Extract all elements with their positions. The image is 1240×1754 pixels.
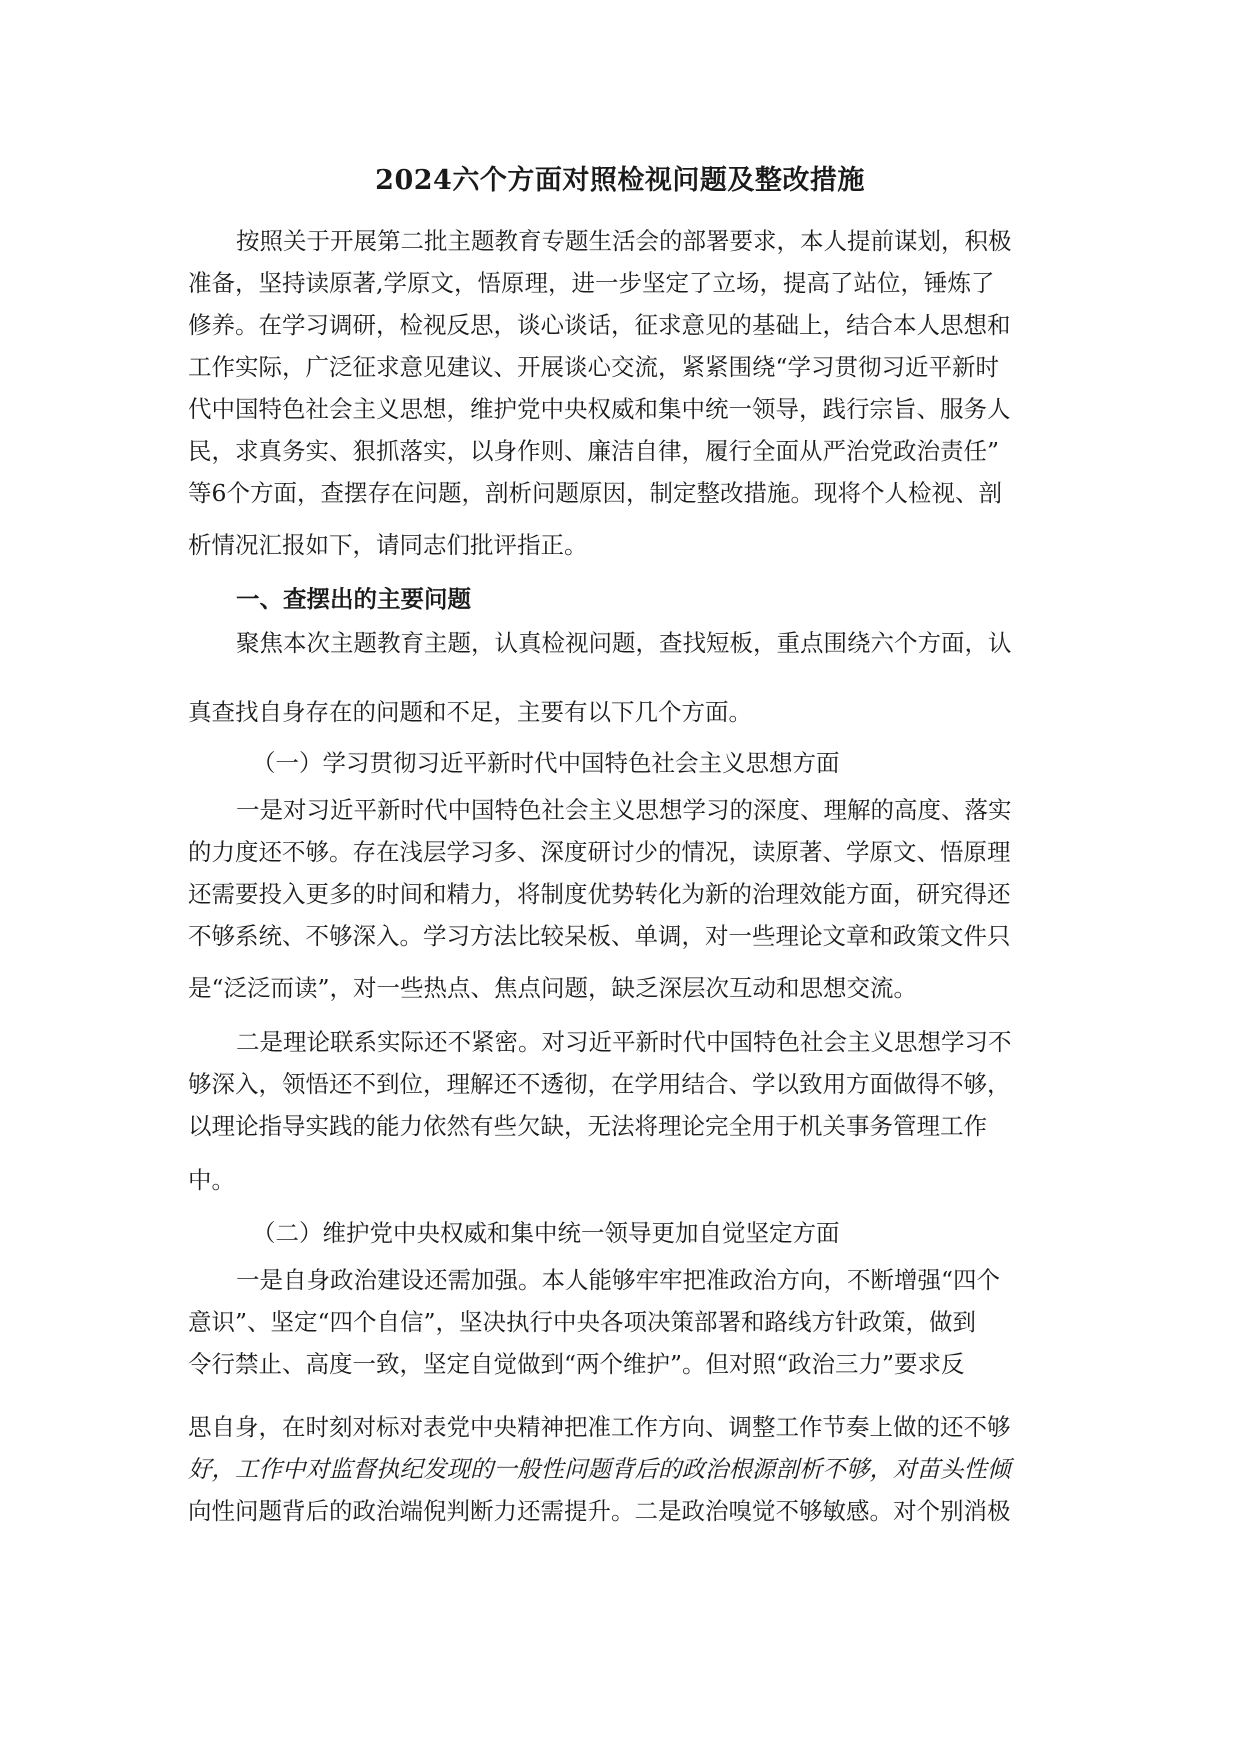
section-intro-line: 聚焦本次主题教育主题，认真检视问题，查找短板，重点围绕六个方面，认 bbox=[236, 629, 1012, 657]
intro-line: 等6个方面，查摆存在问题，剖析问题原因，制定整改措施。现将个人检视、剖 bbox=[188, 479, 1002, 507]
body-line: 意识”、坚定“四个自信”，坚决执行中央各项决策部署和路线方针政策，做到 bbox=[188, 1308, 977, 1336]
intro-line: 准备，坚持读原著,学原文，悟原理，进一步坚定了立场，提高了站位，锤炼了 bbox=[188, 269, 995, 297]
body-line: 是“泛泛而读”，对一些热点、焦点问题，缺乏深层次互动和思想交流。 bbox=[188, 974, 918, 1002]
section-heading: 一、查摆出的主要问题 bbox=[236, 585, 471, 613]
body-line: 二是理论联系实际还不紧密。对习近平新时代中国特色社会主义思想学习不 bbox=[236, 1028, 1012, 1056]
body-line: 一是对习近平新时代中国特色社会主义思想学习的深度、理解的高度、落实 bbox=[236, 796, 1012, 824]
section-intro-line: 真查找自身存在的问题和不足，主要有以下几个方面。 bbox=[188, 698, 752, 726]
subsection-heading: （一）学习贯彻习近平新时代中国特色社会主义思想方面 bbox=[252, 749, 840, 777]
subsection-heading: （二）维护党中央权威和集中统一领导更加自觉坚定方面 bbox=[252, 1219, 840, 1247]
intro-line: 修养。在学习调研，检视反思，谈心谈话，征求意见的基础上，结合本人思想和 bbox=[188, 311, 1011, 339]
body-line: 还需要投入更多的时间和精力，将制度优势转化为新的治理效能方面，研究得还 bbox=[188, 880, 1011, 908]
body-line: 一是自身政治建设还需加强。本人能够牢牢把准政治方向，不断增强“四个 bbox=[236, 1266, 1001, 1294]
intro-line: 析情况汇报如下，请同志们批评指正。 bbox=[188, 531, 588, 559]
intro-line: 工作实际，广泛征求意见建议、开展谈心交流，紧紧围绕“学习贯彻习近平新时 bbox=[188, 353, 1000, 381]
intro-line: 按照关于开展第二批主题教育专题生活会的部署要求，本人提前谋划，积极 bbox=[236, 227, 1012, 255]
body-line: 中。 bbox=[188, 1166, 235, 1194]
body-line: 以理论指导实践的能力依然有些欠缺，无法将理论完全用于机关事务管理工作 bbox=[188, 1112, 987, 1140]
body-line: 够深入，领悟还不到位，理解还不透彻，在学用结合、学以致用方面做得不够， bbox=[188, 1070, 1011, 1098]
document-title: 2024六个方面对照检视问题及整改措施 bbox=[375, 165, 865, 196]
intro-line: 民，求真务实、狠抓落实，以身作则、廉洁自律，履行全面从严治党政治责任” bbox=[188, 437, 1000, 465]
body-line: 令行禁止、高度一致，坚定自觉做到“两个维护”。但对照“政治三力”要求反 bbox=[188, 1350, 965, 1378]
body-line: 的力度还不够。存在浅层学习多、深度研讨少的情况，读原著、学原文、悟原理 bbox=[188, 838, 1011, 866]
body-line: 好，工作中对监督执纪发现的一般性问题背后的政治根源剖析不够，对苗头性倾 bbox=[188, 1455, 1011, 1483]
intro-line: 代中国特色社会主义思想，维护党中央权威和集中统一领导，践行宗旨、服务人 bbox=[188, 395, 1011, 423]
body-line: 向性问题背后的政治端倪判断力还需提升。二是政治嗅觉不够敏感。对个别消极 bbox=[188, 1497, 1011, 1525]
body-line: 思自身，在时刻对标对表党中央精神把准工作方向、调整工作节奏上做的还不够 bbox=[188, 1413, 1011, 1441]
body-line: 不够系统、不够深入。学习方法比较呆板、单调，对一些理论文章和政策文件只 bbox=[188, 922, 1011, 950]
